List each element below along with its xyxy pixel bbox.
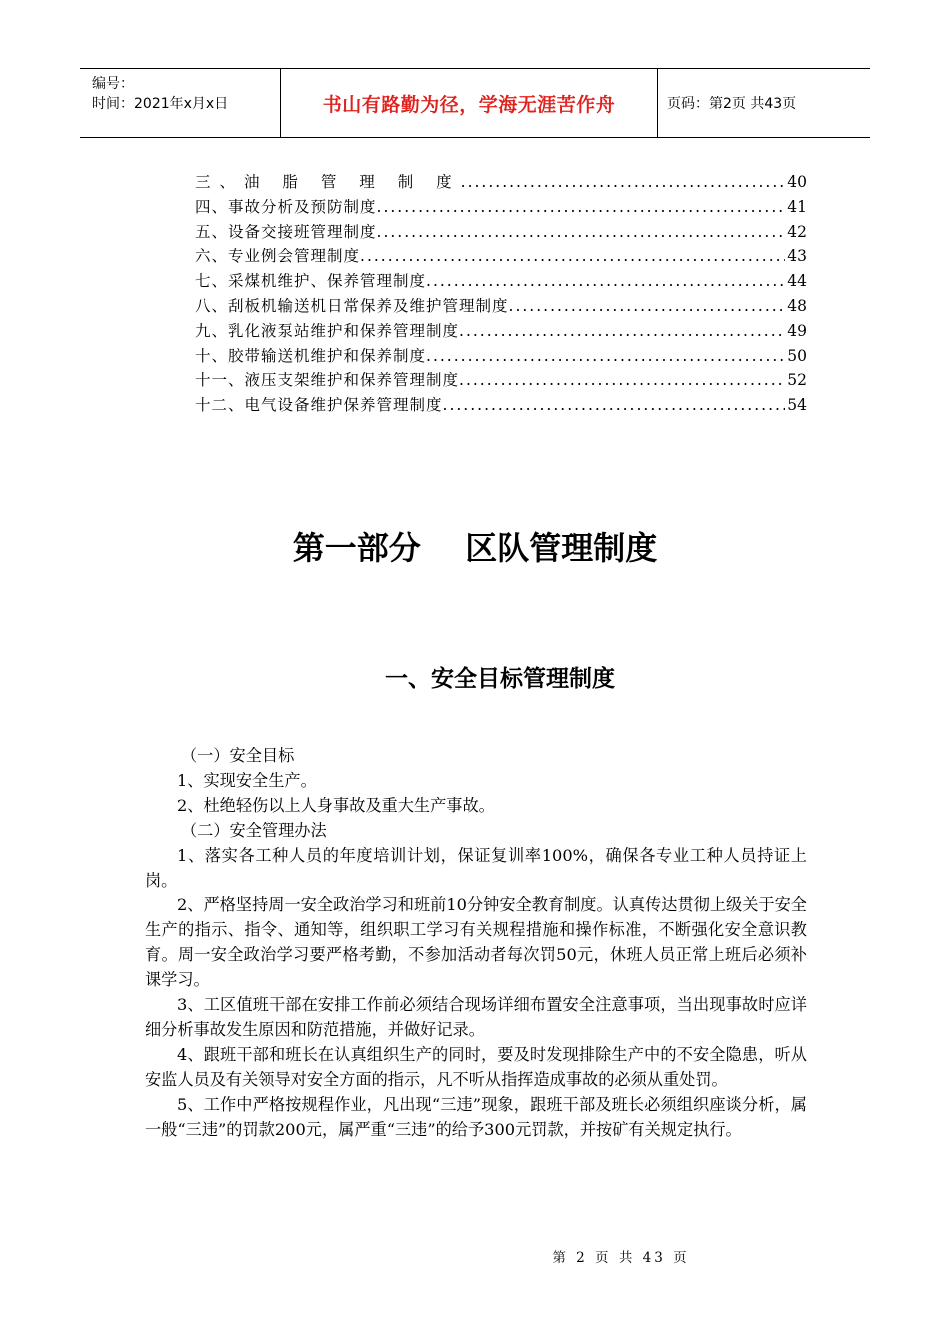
toc-leader — [360, 247, 785, 265]
paragraph: 2、杜绝轻伤以上人身事故及重大生产事故。 — [177, 795, 495, 815]
section-title: 一、安全目标管理制度 — [385, 666, 615, 692]
toc-leader — [459, 371, 785, 389]
toc-item[interactable] — [195, 220, 807, 245]
subheading: （一）安全目标 — [181, 746, 295, 765]
toc-item-title: 九、乳化液泵站维护和保养管理制度 — [195, 321, 460, 340]
toc-item-title: 十二、电气设备维护保养管理制度 — [195, 396, 443, 415]
toc-item-title: 四、事故分析及预防制度 — [195, 197, 377, 216]
toc-item-title: 六、专业例会管理制度 — [195, 247, 361, 266]
toc-item-title: 七、采煤机维护、保养管理制度 — [195, 272, 427, 291]
toc-item[interactable] — [195, 170, 807, 195]
toc-item-page: 50 — [787, 346, 807, 365]
toc-item-title: 三、油 脂 管 理 制 度 — [195, 173, 461, 191]
toc-item-page: 52 — [787, 371, 807, 390]
page-info: 页码：第2页 共43页 — [667, 96, 797, 112]
paragraph: 1、落实各工种人员的年度培训计划，保证复训率100%，确保各专业工种人员持证上岗。 — [145, 845, 807, 890]
table-of-contents — [195, 170, 807, 418]
toc-item-page: 49 — [787, 321, 807, 340]
paragraph: 3、工区值班干部在安排工作前必须结合现场详细布置安全注意事项，当出现事故时应详细分析事故发生原因和防范措施，并做好记录。 — [145, 995, 807, 1039]
toc-item[interactable] — [195, 195, 807, 220]
subheading: （二）安全管理办法 — [181, 820, 327, 840]
toc-item-title: 十一、液压支架维护和保养管理制度 — [195, 371, 460, 390]
document-body — [145, 744, 807, 1143]
header-motto-cell — [280, 69, 658, 137]
motto-text: 书山有路勤为径，学海无涯苦作舟 — [322, 93, 616, 116]
paragraph: 1、实现安全生产。 — [177, 770, 317, 790]
toc-item-page: 48 — [787, 296, 807, 315]
header-info-cell — [80, 69, 280, 137]
toc-item-page: 40 — [787, 173, 807, 191]
paragraph: 5、工作中严格按规程作业，凡出现“三违”现象，跟班干部及班长必须组织座谈分析，属一般“三违”的罚款200元，属严重“三违”的给予300元罚款，并按矿有关规定执行。 — [145, 1094, 807, 1139]
toc-item-page: 41 — [787, 197, 807, 216]
toc-leader — [377, 223, 786, 241]
toc-item-title: 十、胶带输送机维护和保养制度 — [195, 346, 427, 365]
toc-item[interactable] — [195, 368, 807, 393]
paragraph: 2、严格坚持周一安全政治学习和班前10分钟安全教育制度。认真传达贯彻上级关于安全生产的指示、指令、通知等，组织职工学习有关规程措施和操作标准，不断强化安全意识教育。周一安全政治学习要严格考勤，不参加活动者每次罚50元，休班人员正常上班后必须补课学习。 — [145, 895, 807, 990]
toc-item-page: 43 — [787, 247, 807, 266]
toc-item-page: 54 — [787, 396, 807, 415]
toc-leader — [443, 396, 786, 414]
number-label: 编号： — [92, 76, 134, 92]
toc-leader — [426, 347, 785, 365]
toc-item-page: 42 — [787, 222, 807, 241]
toc-item[interactable] — [195, 244, 807, 269]
page-header — [80, 68, 870, 138]
toc-leader — [461, 173, 786, 191]
toc-leader — [377, 198, 786, 216]
toc-item[interactable] — [195, 319, 807, 344]
date-label: 时间：2021年x月x日 — [92, 96, 229, 112]
toc-item[interactable] — [195, 344, 807, 369]
toc-leader — [459, 322, 785, 340]
paragraph: 4、跟班干部和班长在认真组织生产的同时，要及时发现排除生产中的不安全隐患，听从安监人员及有关领导对安全方面的指示，凡不听从指挥造成事故的必须从重处罚。 — [145, 1044, 807, 1089]
toc-item[interactable] — [195, 294, 807, 319]
header-page-cell — [657, 69, 870, 137]
toc-item[interactable] — [195, 393, 807, 418]
page-footer: 第 2 页 共 43 页 — [552, 1250, 690, 1266]
toc-leader — [426, 272, 785, 290]
toc-item-page: 44 — [787, 272, 807, 291]
toc-item-title: 五、设备交接班管理制度 — [195, 222, 377, 241]
toc-leader — [509, 297, 786, 315]
toc-item[interactable] — [195, 269, 807, 294]
part-title: 第一部分 区队管理制度 — [292, 529, 658, 567]
toc-item-title: 八、刮板机输送机日常保养及维护管理制度 — [195, 296, 509, 315]
